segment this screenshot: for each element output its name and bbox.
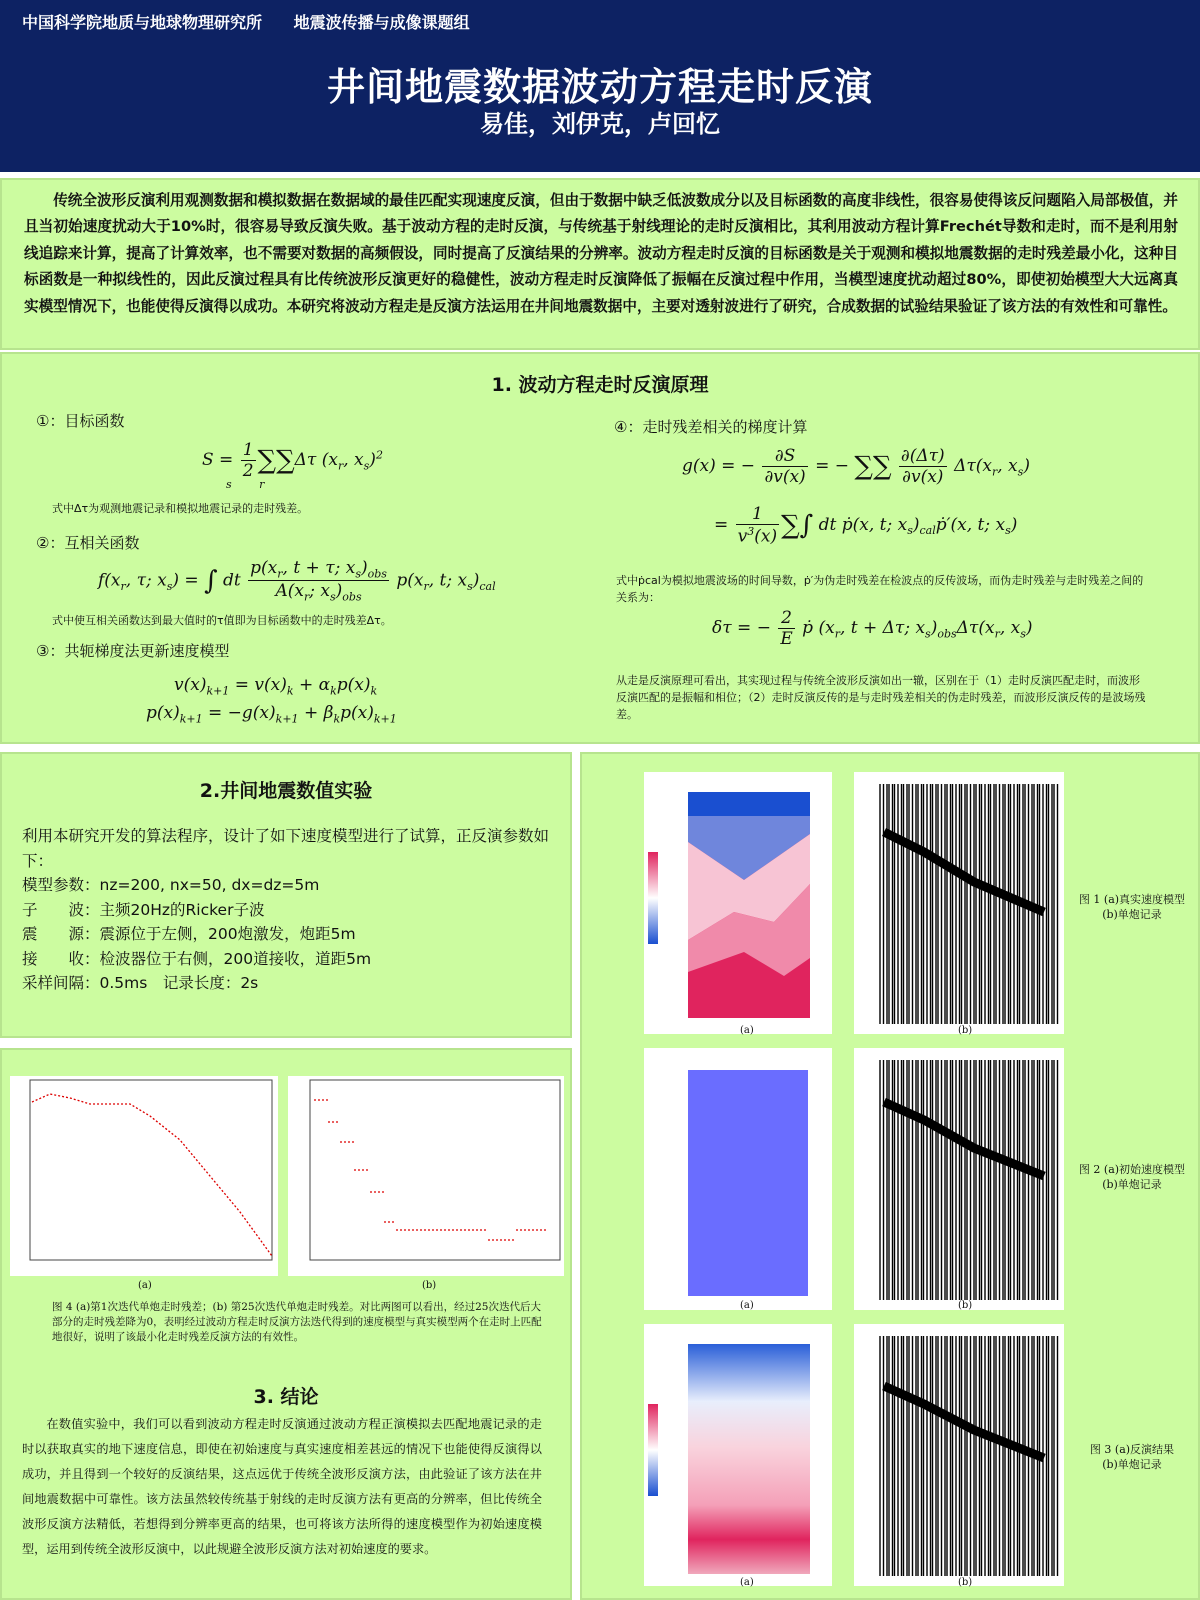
residual-plot-iteration-1 [10, 1076, 278, 1276]
gradient-equation-1: g(x) = − $\frac{\partial S}{\partial v(x)}$ = − ∑∑ $\frac{\partial(\Delta\tau)}{\partial v(x)}$ $\Delta\tau(x_r$, $x_s$) [682, 446, 1030, 487]
cross-correlation-equation: $f(x_r$, τ; $x_s$) = ∫ dt $\frac{p(x_r, t + \tau; x_s)_{obs}}{A(x_r; x_s)_{obs}}$ $p(x_r$, t; $x_s)_{cal}$ [98, 558, 496, 604]
poster-header [0, 0, 1200, 172]
comparison-note: 从走是反演原理可看出，其实现过程与传统全波形反演如出一辙，区别在于（1）走时反演匹配走时，而波形反演匹配的是振幅和相位；（2）走时反演反传的是与走时残差相关的伪走时残差，而波形反演反传的是波场残差。 [616, 674, 1146, 721]
gradient-heading: ④：走时残差相关的梯度计算 [614, 418, 808, 436]
residual-plot-iteration-25 [288, 1076, 564, 1276]
objective-function-note: 式中Δτ为观测地震记录和模拟地震记录的走时残差。 [52, 502, 309, 515]
research-group-name: 地震波传播与成像课题组 [293, 13, 470, 32]
pseudo-residual-equation: δτ = − $\frac{2}{E}$ ṗ ($x_r$, t + Δτ; $x_s)_{obs}\Delta\tau(x_r$, $x_s$) [712, 608, 1033, 649]
experiment-intro: 利用本研究开发的算法程序，设计了如下速度模型进行了试算，正反演参数如下： [22, 827, 550, 870]
fig1-caption-line2: (b)单炮记录 [1102, 908, 1162, 921]
poster-authors: 易佳，刘伊克，卢回忆 [480, 110, 720, 138]
fig4b-label: (b) [422, 1280, 437, 1291]
section-1-title: 1. 波动方程走时反演原理 [491, 374, 709, 396]
inverted-velocity-model [644, 1324, 832, 1586]
objective-function-heading: ①：目标函数 [36, 412, 125, 430]
fig1-caption [1070, 892, 1194, 922]
fig4a-label: (a) [138, 1280, 152, 1291]
principle-panel [0, 352, 1200, 744]
section-3-title: 3. 结论 [253, 1386, 319, 1408]
fig2-caption-line1: 图 2 (a)初始速度模型 [1078, 1163, 1186, 1176]
inverted-model-shot-record [854, 1324, 1064, 1586]
initial-velocity-model [644, 1048, 832, 1310]
fig3b-label: (b) [958, 1577, 973, 1588]
fig2a-label: (a) [740, 1300, 754, 1311]
cross-correlation-heading: ②：互相关函数 [36, 534, 140, 552]
fig3-caption-line1: 图 3 (a)反演结果 [1089, 1443, 1175, 1456]
fig2-caption-line2: (b)单炮记录 [1102, 1178, 1162, 1191]
conclusion-text: 在数值实验中，我们可以看到波动方程走时反演通过波动方程正演模拟去匹配地震记录的走时以获取真实的地下速度信息，即使在初始速度与真实速度相差甚远的情况下也能使得反演得以成功，并且得到一个较好的反演结果，这点远优于传统全波形反演方法，由此验证了该方法在井间地震数据中可靠性。该方法虽然较传统基于射线的走时反演方法有更高的分辨率，但比传统全波形反演方法精低，若想得到分辨率更高的结果，也可将该方法所得的速度模型作为初始速度模型，运用到传统全波形反演中，以此规避全波形反演方法对初始速度的要求。 [22, 1417, 542, 1556]
fig2-caption [1070, 1162, 1194, 1192]
fig2b-label: (b) [958, 1300, 973, 1311]
fig3-caption-line2: (b)单炮记录 [1102, 1458, 1162, 1471]
param-source: 震 源：震源位于左侧，200炮激发，炮距5m [22, 925, 356, 943]
gradient-note: 式中ṗcal为模拟地震波场的时间导数，ṗ′为伪走时残差在检波点的反传波场，而伪走时残差与走时残差之间的关系为： [616, 574, 1144, 604]
param-model: 模型参数：nz=200, nx=50, dx=dz=5m [22, 876, 320, 894]
param-receiver: 接 收：检波器位于右侧，200道接收，道距5m [22, 949, 372, 968]
poster-title: 井间地震数据波动方程走时反演 [326, 65, 873, 109]
fig1-caption-line1: 图 1 (a)真实速度模型 [1078, 893, 1186, 906]
fig1b-label: (b) [958, 1025, 973, 1036]
section-2-title: 2.井间地震数值实验 [199, 780, 373, 802]
abstract-panel [0, 178, 1200, 350]
fig1a-label: (a) [740, 1025, 754, 1036]
institution-name: 中国科学院地质与地球物理研究所 [22, 13, 263, 32]
param-sampling: 采样间隔：0.5ms 记录长度：2s [22, 974, 259, 992]
fig3a-label: (a) [740, 1577, 754, 1588]
update-equations: $v(x)_{k+1} = v(x)_k + \alpha_kp(x)_k$ $p(x)_{k+1} = -g(x)_{k+1} + \beta_kp(x)_{k+1}$ [146, 675, 397, 726]
experiment-parameters [22, 824, 552, 996]
true-velocity-model [644, 772, 832, 1034]
conjugate-gradient-heading: ③：共轭梯度法更新速度模型 [36, 642, 230, 660]
initial-model-shot-record [854, 1048, 1064, 1310]
gradient-equation-2: = $\frac{1}{v^3(x)}$ ∑∫ dt ṗ(x, t; $x_s)_{cal}ṗ'(x$, t; $x_s$) [714, 504, 1018, 547]
true-model-shot-record [854, 772, 1064, 1034]
param-wavelet: 子 波：主频20Hz的Ricker子波 [22, 900, 265, 919]
objective-function-equation: S = $\frac{1}{2}$ ∑∑Δτ ($x_r$, $x_s)^2$ s r [202, 440, 383, 491]
cross-correlation-note: 式中使互相关函数达到最大值时的τ值即为目标函数中的走时残差Δτ。 [52, 614, 392, 627]
fig4-caption: 图 4 (a)第1次迭代单炮走时残差；(b) 第25次迭代单炮走时残差。对比两图可以看出，经过25次迭代后大部分的走时残差降为0，表明经过波动方程走时反演方法迭代得到的速度模型与真实模型两个在走时上匹配地很好，说明了该最小化走时残差反演方法的有效性。 [52, 1301, 542, 1343]
affiliation-line [22, 10, 496, 33]
abstract-text: 传统全波形反演利用观测数据和模拟数据在数据域的最佳匹配实现速度反演，但由于数据中缺乏低波数成分以及目标函数的高度非线性，很容易使得该反问题陷入局部极值，并且当初始速度扰动大于10%时，很容易导致反演失败。基于波动方程的走时反演，与传统基于射线理论的走时反演相比，其利用波动方程计算Frechét导数和走时，而不是利用射线追踪来计算，提高了计算效率，也不需要对数据的高频假设，同时提高了反演结果的分辨率。波动方程走时反演的目标函数是关于观测和模拟地震数据的走时残差最小化，这种目标函数是一种拟线性的，因此反演过程具有比传统波形反演更好的稳健性，波动方程走时反演降低了振幅在反演过程中作用，当模型速度扰动超过80%，即使初始模型大大远离真实模型情况下，也能使得反演得以成功。本研究将波动方程走是反演方法运用在井间地震数据中，主要对透射波进行了研究，合成数据的试验结果验证了该方法的有效性和可靠性。 [24, 192, 1178, 315]
fig3-caption [1070, 1442, 1194, 1472]
